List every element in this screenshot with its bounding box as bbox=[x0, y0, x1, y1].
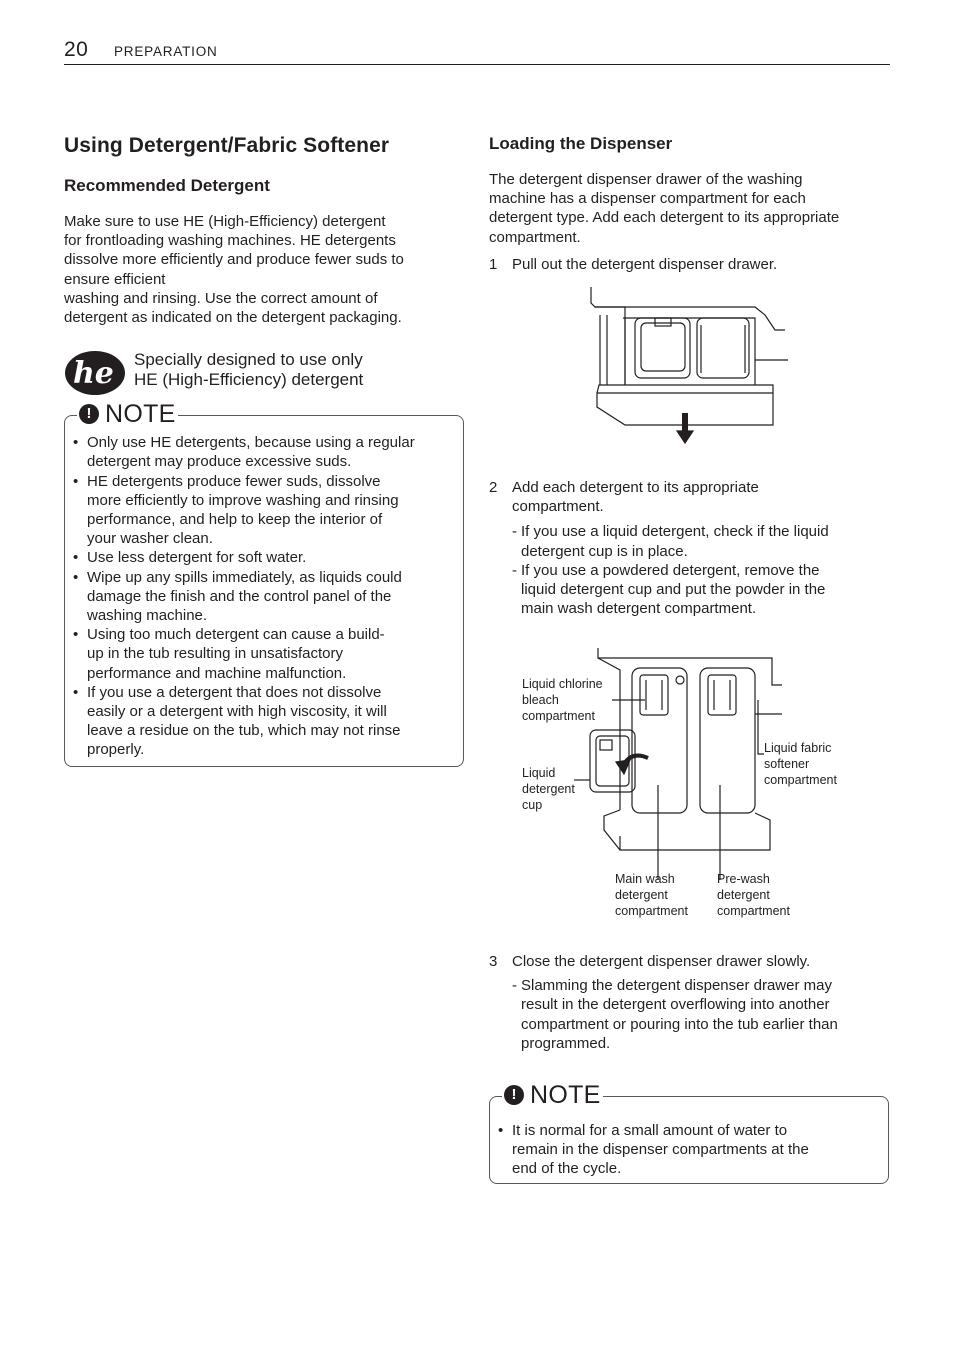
note-item: • It is normal for a small amount of water to remain in the dispenser compartments at the end of the cycle. bbox=[490, 1121, 888, 1179]
step-number: 1 bbox=[489, 255, 498, 273]
callout-liquid-fabric-softener: Liquid fabric softener compartment bbox=[764, 741, 837, 787]
step-text: Close the detergent dispenser drawer slowly. bbox=[512, 953, 811, 970]
loading-dispenser-intro: The detergent dispenser drawer of the washing machine has a dispenser compartment for each detergent type. Add each detergent to its appropriate compartment. bbox=[489, 171, 840, 246]
callout-liquid-detergent-cup: Liquid detergent cup bbox=[522, 766, 575, 812]
step-2-sub-item: - If you use a liquid detergent, check if the liquid detergent cup is in place. bbox=[512, 523, 829, 560]
dispenser-compartments-illustration bbox=[520, 640, 860, 925]
page-number: 20 bbox=[64, 38, 89, 61]
note-label: NOTE bbox=[105, 399, 176, 428]
he-logo-lettering: he bbox=[73, 356, 114, 392]
right-column bbox=[489, 134, 891, 274]
step-3-block bbox=[489, 952, 891, 1184]
page-title: Using Detergent/Fabric Softener bbox=[64, 134, 390, 157]
page-header bbox=[64, 38, 890, 65]
he-logo-icon bbox=[64, 348, 128, 396]
note-item: • If you use a detergent that does not dissolve easily or a detergent with high viscosity, it will leave a residue on the tub, which may not rinse properly. bbox=[65, 683, 463, 760]
note-box-right bbox=[489, 1080, 889, 1184]
he-badge bbox=[64, 345, 464, 397]
step-3-sub-item: - Slamming the detergent dispenser drawer may result in the detergent overflowing into another compartment or pouring into the tub earlier than programmed. bbox=[512, 977, 838, 1052]
step-1 bbox=[489, 255, 891, 274]
note-heading bbox=[77, 400, 178, 428]
step-2-block bbox=[489, 478, 891, 618]
exclamation-icon: ! bbox=[504, 1085, 524, 1105]
note-list bbox=[65, 433, 463, 759]
step-2-sub-item: - If you use a powdered detergent, remove the liquid detergent cup and put the powder in the main wash detergent compartment. bbox=[512, 561, 826, 618]
note-item: • Wipe up any spills immediately, as liquids could damage the finish and the control panel of the washing machine. bbox=[65, 568, 463, 626]
note-label: NOTE bbox=[530, 1080, 601, 1109]
note-list bbox=[490, 1121, 888, 1179]
callout-pre-wash-compartment: Pre-wash detergent compartment bbox=[717, 872, 790, 918]
step-number: 3 bbox=[489, 953, 498, 970]
exclamation-icon: ! bbox=[79, 404, 99, 424]
loading-dispenser-heading: Loading the Dispenser bbox=[489, 134, 673, 153]
callout-main-wash-compartment: Main wash detergent compartment bbox=[615, 872, 688, 918]
note-box-left bbox=[64, 399, 464, 767]
step-2: 2 Add each detergent to its appropriate compartment. bbox=[489, 479, 759, 516]
note-item: • Using too much detergent can cause a build- up in the tub resulting in unsatisfactory performance and machine malfunction. bbox=[65, 625, 463, 683]
note-heading bbox=[502, 1081, 603, 1109]
he-badge-text: Specially designed to use only HE (High-Efficiency) detergent bbox=[134, 350, 364, 389]
drawer-pull-out-illustration bbox=[585, 285, 790, 450]
note-item: • Use less detergent for soft water. bbox=[65, 548, 463, 567]
note-item: • HE detergents produce fewer suds, dissolve more efficiently to improve washing and rinsing performance, and help to keep the interior of your washer clean. bbox=[65, 472, 463, 549]
callout-liquid-chlorine-bleach: Liquid chlorine bleach compartment bbox=[522, 677, 603, 723]
recommended-detergent-heading: Recommended Detergent bbox=[64, 176, 270, 195]
recommended-detergent-text: Make sure to use HE (High-Efficiency) detergent for frontloading washing machines. HE detergents dissolve more efficiently and produce fewer suds to ensure efficient washing and rinsing. Use the correct amount of detergent as indicated on the detergent packaging. bbox=[64, 213, 404, 327]
note-item: • Only use HE detergents, because using a regular detergent may produce excessive suds. bbox=[65, 433, 463, 471]
step-number: 2 bbox=[489, 479, 498, 496]
step-text: Pull out the detergent dispenser drawer. bbox=[512, 255, 778, 273]
left-column bbox=[64, 134, 464, 767]
section-name: PREPARATION bbox=[114, 44, 218, 59]
step-3 bbox=[489, 952, 891, 971]
